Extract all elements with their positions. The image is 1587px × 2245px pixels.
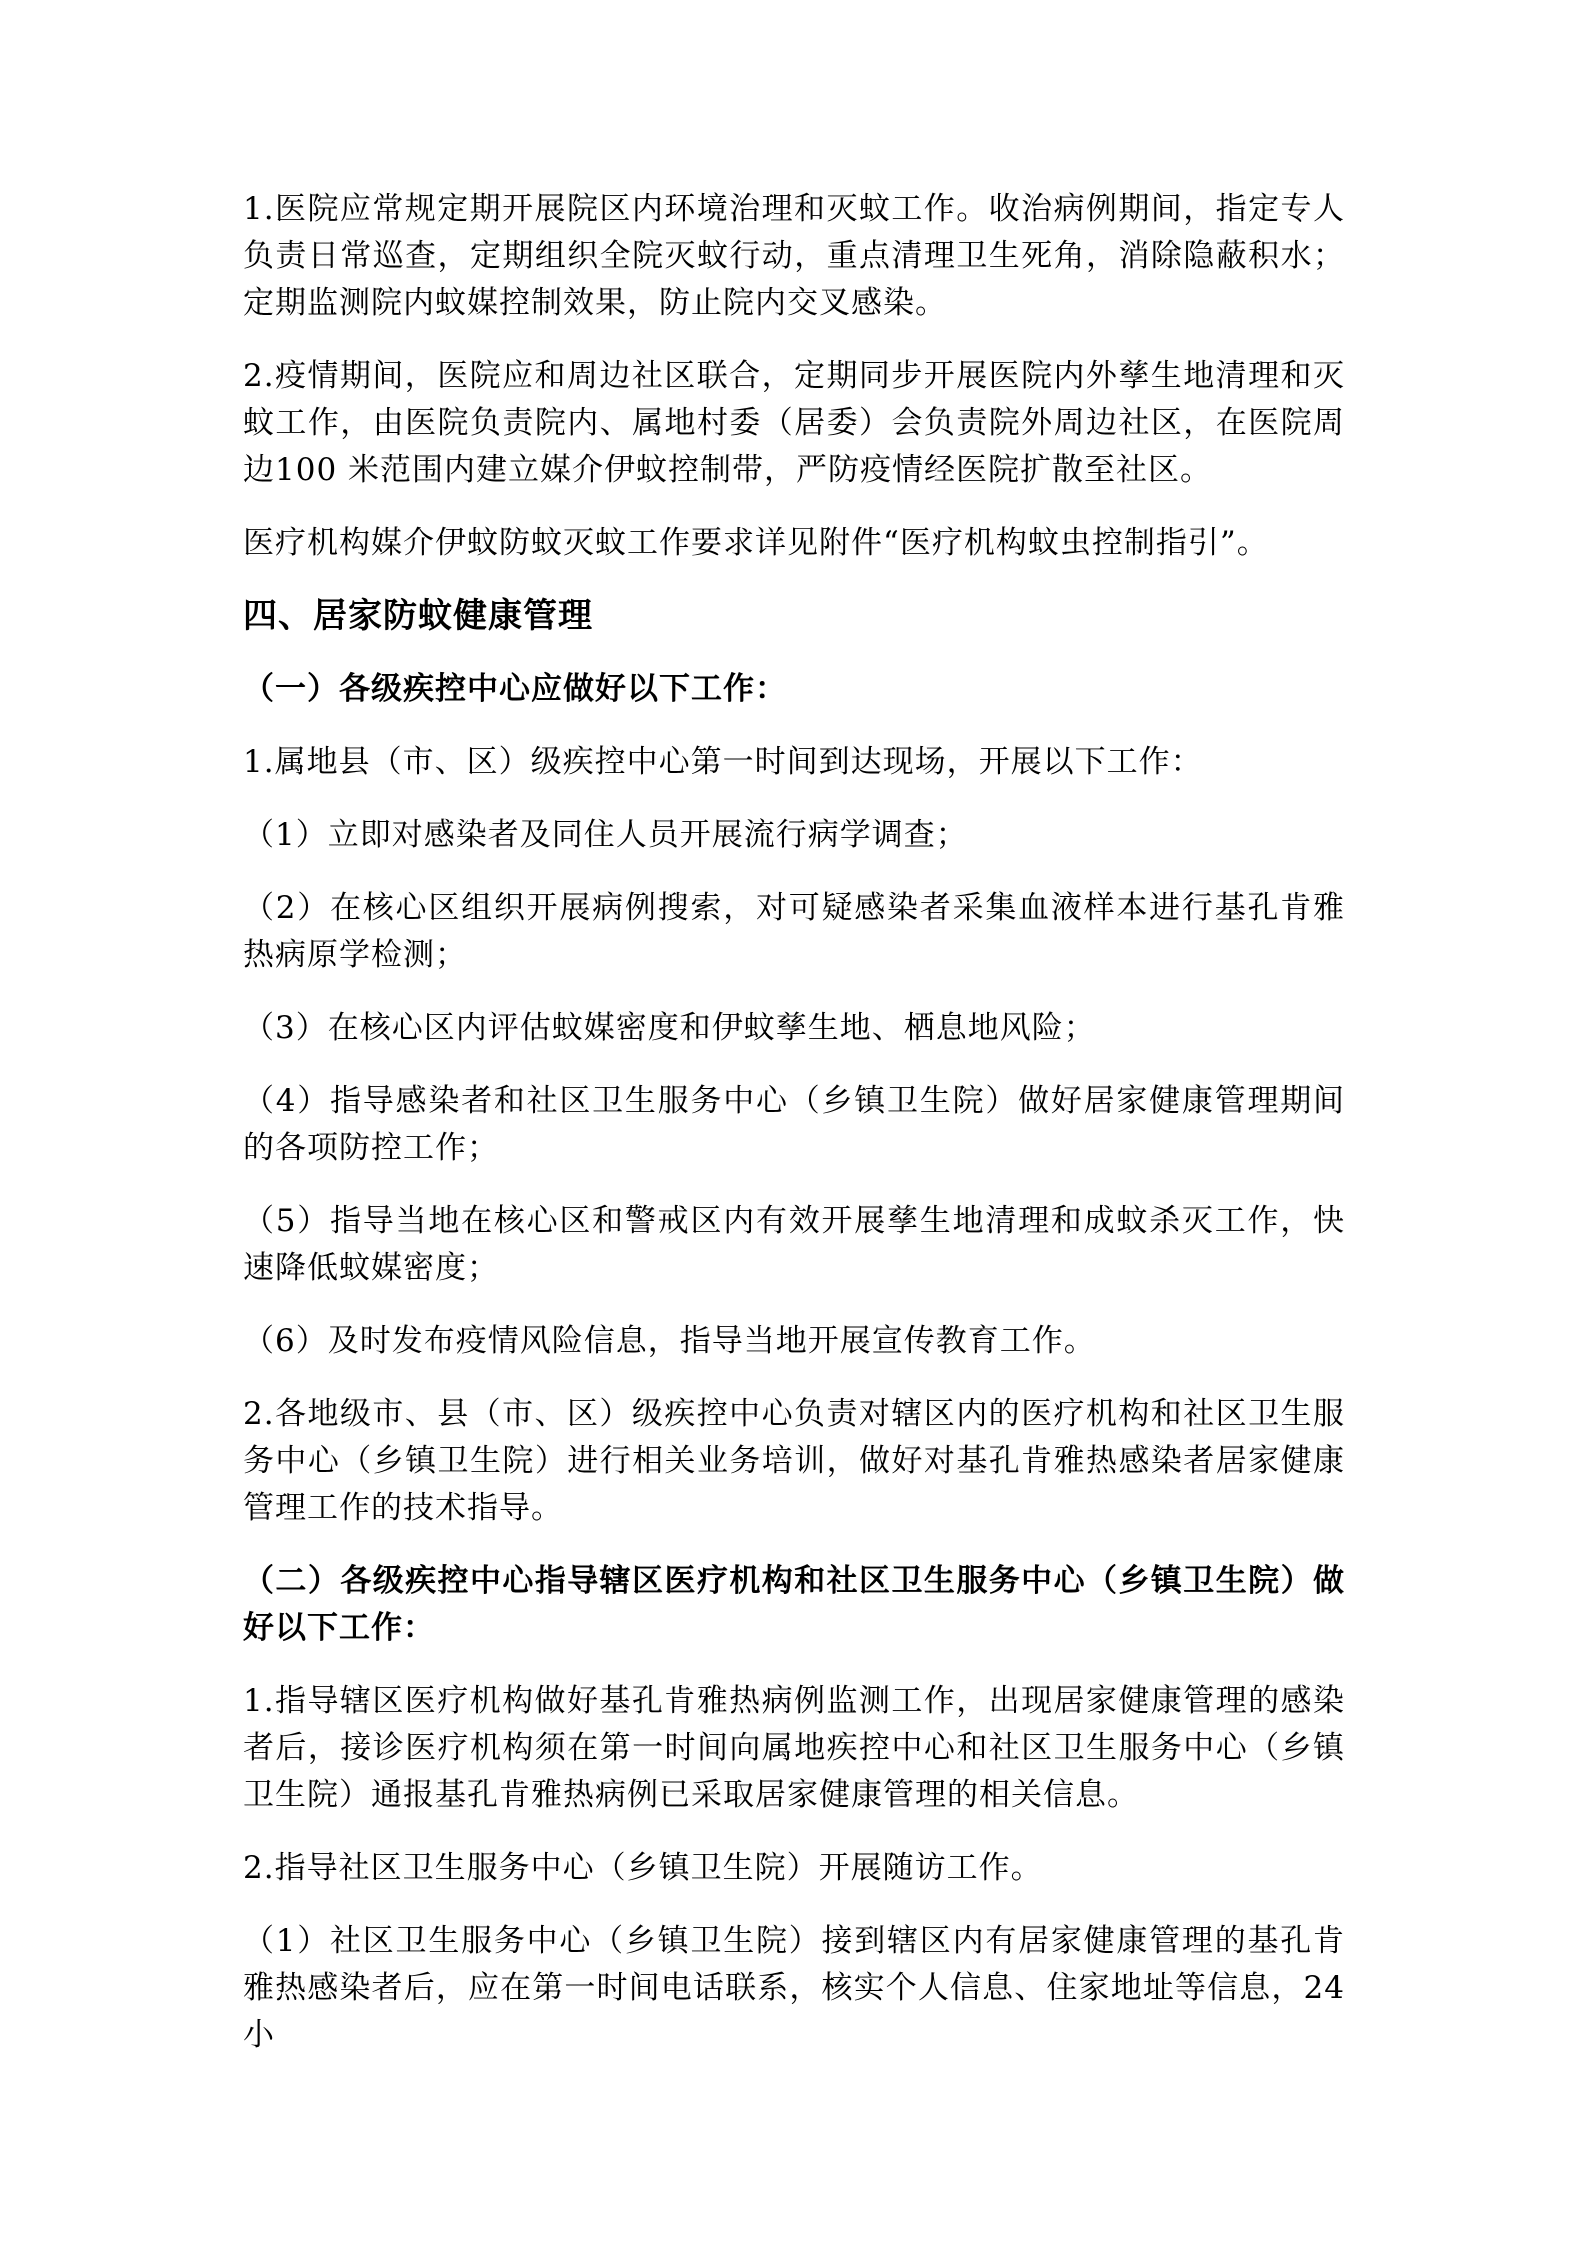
paragraph-county-cdc-onsite-work: 1.属地县（市、区）级疾控中心第一时间到达现场，开展以下工作： — [243, 744, 1203, 780]
subheading-cdc-guide-medical-institutions: （二）各级疾控中心指导辖区医疗机构和社区卫生服务中心（乡镇卫生院）做好以下工作： — [243, 1563, 1345, 1646]
paragraph-hospital-routine-mosquito-control: 1.医院应常规定期开展院区内环境治理和灭蚊工作。收治病例期间，指定专人负责日常巡查，定期组织全院灭蚊行动，重点清理卫生死角，消除隐蔽积水；定期监测院内蚊媒控制效果，防止院内交叉感染。 — [243, 191, 1345, 321]
list-item-vector-density-risk-assessment: （3）在核心区内评估蚊媒密度和伊蚊孳生地、栖息地风险； — [243, 1010, 1096, 1046]
paragraph-cdc-business-training: 2.各地级市、县（市、区）级疾控中心负责对辖区内的医疗机构和社区卫生服务中心（乡镇卫生院）进行相关业务培训，做好对基孔肯雅热感染者居家健康管理工作的技术指导。 — [243, 1396, 1345, 1526]
paragraph-epidemic-hospital-community-joint-control: 2.疫情期间，医院应和周边社区联合，定期同步开展医院内外孳生地清理和灭蚊工作，由医院负责院内、属地村委（居委）会负责院外周边社区，在医院周边100 米范围内建立媒介伊蚊控制带，严防疫情经医院扩散至社区。 — [243, 358, 1345, 488]
paragraph-followup-visit-guidance: 2.指导社区卫生服务中心（乡镇卫生院）开展随访工作。 — [243, 1850, 1043, 1886]
list-item-risk-information-release: （6）及时发布疫情风险信息，指导当地开展宣传教育工作。 — [243, 1323, 1096, 1359]
paragraph-community-center-phone-verification: （1）社区卫生服务中心（乡镇卫生院）接到辖区内有居家健康管理的基孔肯雅热感染者后，应在第一时间电话联系，核实个人信息、住家地址等信息，24 小 — [243, 1923, 1345, 2053]
document-content — [243, 186, 1345, 2085]
subheading-cdc-tasks: （一）各级疾控中心应做好以下工作： — [243, 671, 787, 707]
list-item-case-search-blood-sampling: （2）在核心区组织开展病例搜索，对可疑感染者采集血液样本进行基孔肯雅热病原学检测； — [243, 890, 1345, 973]
paragraph-case-monitoring-notification: 1.指导辖区医疗机构做好基孔肯雅热病例监测工作，出现居家健康管理的感染者后，接诊医疗机构须在第一时间向属地疾控中心和社区卫生服务中心（乡镇卫生院）通报基孔肯雅热病例已采取居家健康管理的相关信息。 — [243, 1683, 1345, 1813]
list-item-guide-home-health-management: （4）指导感染者和社区卫生服务中心（乡镇卫生院）做好居家健康管理期间的各项防控工作； — [243, 1083, 1345, 1166]
section-heading-home-mosquito-health-management: 四、居家防蚊健康管理 — [243, 596, 593, 636]
list-item-breeding-site-clearing-adult-mosquito-killing: （5）指导当地在核心区和警戒区内有效开展孳生地清理和成蚊杀灭工作，快速降低蚊媒密度； — [243, 1203, 1345, 1286]
paragraph-attachment-reference: 医疗机构媒介伊蚊防蚊灭蚊工作要求详见附件“医疗机构蚊虫控制指引”。 — [243, 525, 1269, 561]
list-item-epidemiological-investigation: （1）立即对感染者及同住人员开展流行病学调查； — [243, 817, 968, 853]
